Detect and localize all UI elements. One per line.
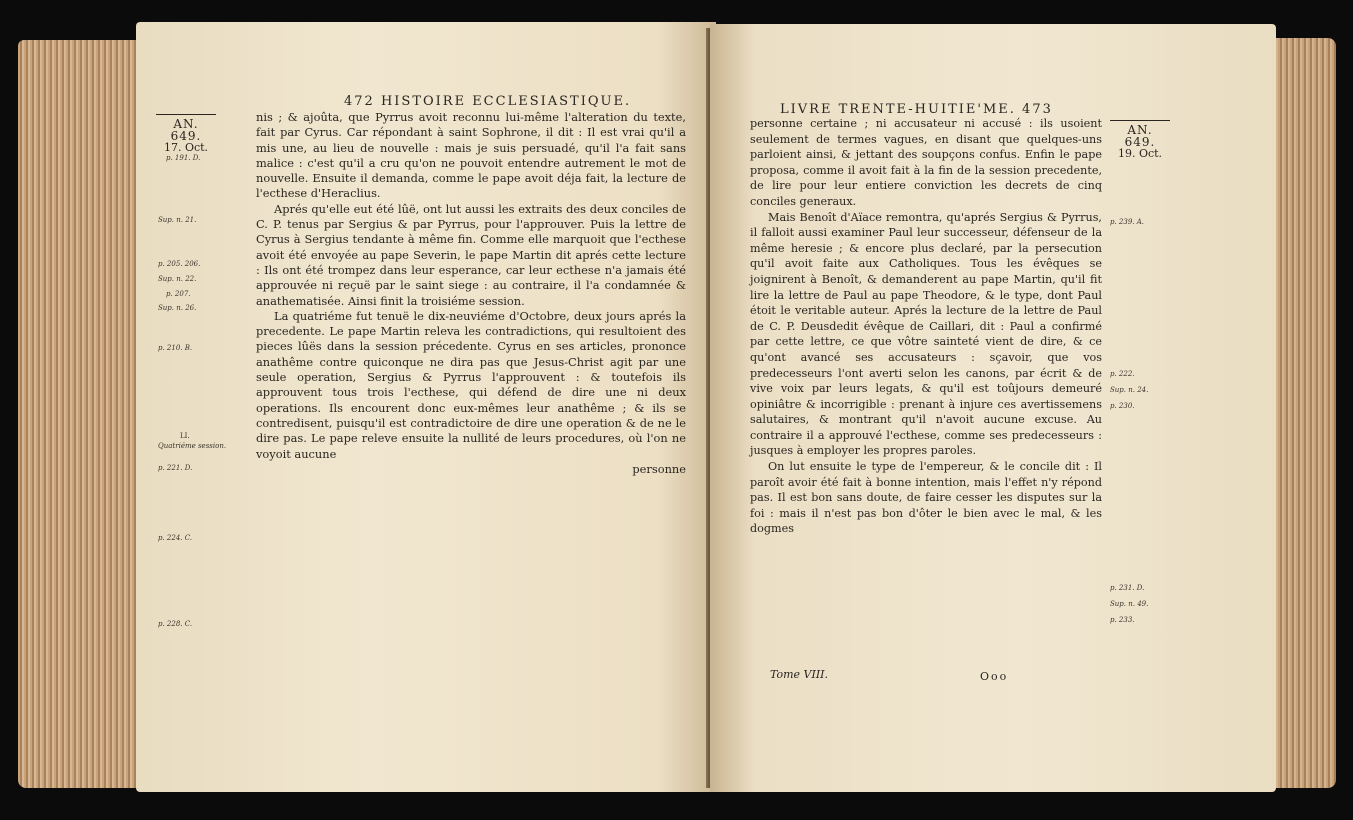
volume-footer: Tome VIII.: [770, 668, 829, 681]
margin-note: Sup. n. 49.: [1110, 600, 1149, 608]
margin-note: Sup. n. 26.: [158, 304, 197, 312]
margin-note: p. 221. D.: [158, 464, 193, 472]
margin-note: Sup. n. 22.: [158, 275, 197, 283]
left-year: AN. 649.: [170, 117, 202, 143]
margin-note: p. 207.: [166, 290, 191, 298]
open-book: [18, 18, 1336, 802]
paragraph: Mais Benoît d'Aïace remontra, qu'aprés Sergius & Pyrrus, il falloit aussi examiner Paul leur successeur, défenseur de la même heresie ; & encore plus declaré, par la persecution qu'il avoit faite aux Catholiques. Tous les évêques se joignirent à Benoît, & demanderent au pape Martin, qu'il fit lire la lettre de Paul au pape Theodore, & le type, dont Paul étoit le veritable auteur. Aprés la lecture de la lettre de Paul de C. P. Deusdedit évêque de Caillari, dit : Paul a confirmé par cette lettre, ce que vôtre sainteté vient de dire, & ce qu'ont avancé ses accusateurs : sçavoir, que vos predecesseurs l'ont averti selon les canons, par écrit & de vive voix par leurs legats, & qu'il est toûjours demeuré opiniâtre & incorrigible : prenant à injure ces avertissemens salutaires, & montrant qu'il n'avoit aucune excuse. Au contraire il a approuvé l'ecthese, comme ses predecesseurs : jusques à employer les propres paroles.: [750, 210, 1102, 458]
margin-note: Quatriéme session.: [158, 442, 227, 450]
year-rule: [156, 114, 216, 115]
paragraph: nis ; & ajoûta, que Pyrrus avoit reconnu lui-même l'alteration du texte, fait par Cyrus. Car répondant à saint Sophrone, il dit : Il est vrai qu'il a mis une, au lieu de nouvelle : mais je suis persuadé, qu'il l'a fait sans malice : c'est qu'il a cru qu'on ne pouvoit entendre autrement le mot de nouvelle. Ensuite il demanda, comme le pape avoit déja fait, la lecture de l'ecthese d'Heraclius.: [256, 110, 686, 201]
margin-note: p. 231. D.: [1110, 584, 1145, 592]
margin-note: p. 210. B.: [158, 344, 193, 352]
margin-note: p. 230.: [1110, 402, 1135, 410]
right-running-header: LIVRE TRENTE-HUITIE'ME. 473: [780, 102, 1053, 117]
margin-note: p. 191. D.: [166, 154, 201, 162]
right-page: [710, 24, 1276, 792]
right-year: AN. 649.: [1124, 123, 1156, 149]
right-date: 19. Oct.: [1117, 147, 1163, 160]
margin-note: p. 228. C.: [158, 620, 193, 628]
paragraph: On lut ensuite le type de l'empereur, & le concile dit : Il paroît avoir été fait à bonne intention, mais l'effet n'y répond pas. Il est bon sans doute, de faire cesser les disputes sur la foi : mais il n'est pas bon d'ôter le bien avec le mal, & les dogmes: [750, 460, 1102, 536]
margin-note: p. 233.: [1110, 616, 1135, 624]
left-date: 17. Oct.: [163, 141, 209, 154]
signature-mark: Ooo: [980, 670, 1009, 683]
year-rule: [1110, 120, 1170, 121]
page-edges-right: [1272, 38, 1336, 788]
right-year-block: [1110, 120, 1170, 160]
catchword: personne: [632, 461, 686, 476]
paragraph: La quatriéme fut tenuë le dix-neuviéme d'Octobre, deux jours aprés la precedente. Le pape Martin releva les contradictions, qui resultoient des pieces lûës dans la session précedente. Cyrus en ses articles, prononce anathême contre quiconque ne dira pas que Jesus-Christ agit par une seule operation, Sergius & Pyrrus l'approuvent : & toutefois ils approuvent tous trois l'ecthese, qui défend de dire une ni deux operations. Ils encourent donc eux-mêmes leur anathême ; & ils se contredisent, puisqu'il est contradictoire de dire une operation & de ne le dire pas. Le pape releve ensuite la nullité de leurs procedures, où l'on ne voyoit aucune: [256, 308, 686, 461]
page-edges-left: [18, 40, 138, 788]
margin-note: p. 222.: [1110, 370, 1135, 378]
margin-note: Sup. n. 24.: [1110, 386, 1149, 394]
margin-note: p. 224. C.: [158, 534, 193, 542]
left-body-text: [256, 110, 686, 477]
margin-note: Sup. n. 21.: [158, 216, 197, 224]
margin-note: p. 205. 206.: [158, 260, 201, 268]
left-running-header: 472 HISTOIRE ECCLESIASTIQUE.: [344, 94, 632, 109]
paragraph: personne certaine ; ni accusateur ni accusé : ils usoient seulement de termes vagues, en disant que quelques-uns parloient ainsi, & jettant des soupçons confus. Enfin le pape proposa, comme il avoit fait à la fin de la session precedente, de lire pour leur entiere conviction les decrets de cinq conciles generaux.: [750, 117, 1102, 208]
right-body-text: [750, 116, 1102, 537]
left-page: [136, 22, 716, 792]
margin-note: LI.: [180, 432, 190, 440]
paragraph: Aprés qu'elle eut été lûë, ont lut aussi les extraits des deux conciles de C. P. tenus par Sergius & par Pyrrus, pour l'approuver. Puis la lettre de Cyrus à Sergius tendante à même fin. Comme elle marquoit que l'ecthese avoit été envoyée au pape Severin, le pape Martin dit aprés cette lecture : Ils ont été trompez dans leur esperance, car leur ecthese n'a jamais été approuvée ni reçuë par le saint siege : au contraire, il l'a condamnée & anathematisée. Ainsi finit la troisiéme session.: [256, 201, 686, 308]
margin-note: p. 239. A.: [1110, 218, 1145, 226]
left-year-block: [156, 114, 216, 154]
